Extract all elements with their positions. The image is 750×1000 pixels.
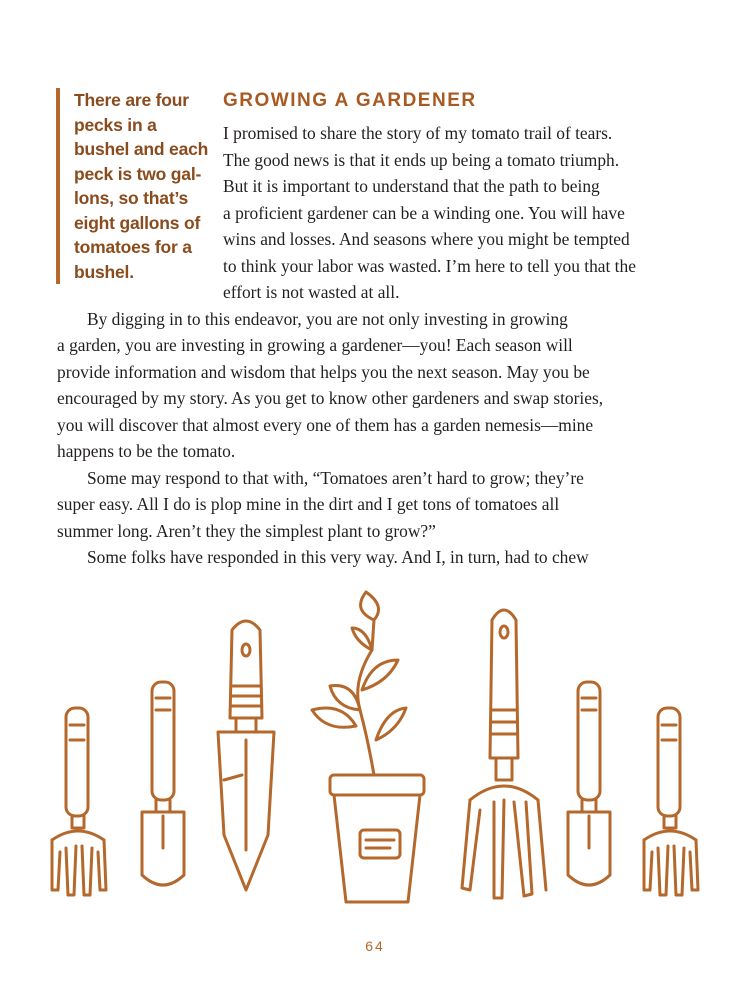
body-line: The good news is that it ends up being a tomato triumph. (223, 150, 620, 170)
seedling-pot-icon (312, 592, 424, 902)
body-line: you will discover that almost every one of them has a garden nemesis—mine (57, 415, 594, 435)
sidebar-line: There are four (74, 90, 189, 110)
hand-fork-icon (52, 708, 106, 895)
body-line: Some may respond to that with, “Tomatoes aren’t hard to grow; they’re (87, 468, 584, 488)
page-number: 64 (365, 938, 385, 954)
sidebar-note (56, 88, 224, 284)
sidebar-line: eight gallons of (74, 212, 201, 233)
pointed-trowel-icon (218, 621, 274, 890)
body-line: provide information and wisdom that helps you the next season. May you be (57, 362, 590, 382)
body-line: encouraged by my story. As you get to know other gardeners and swap stories, (57, 388, 604, 408)
sidebar-line: peck is two gal- (74, 163, 202, 184)
sidebar-line: bushel and each (74, 139, 209, 159)
body-line: By digging in to this endeavor, you are not only investing in growing (87, 309, 568, 329)
hand-trowel-icon (568, 682, 610, 885)
sidebar-line: tomatoes for a (74, 237, 192, 257)
body-line: I promised to share the story of my tomato trail of tears. (223, 123, 613, 143)
body-line: to think your labor was wasted. I’m here to tell you that the (223, 256, 636, 276)
body-line: effort is not wasted at all. (223, 282, 400, 302)
body-line: a proficient gardener can be a winding one. You will have (223, 203, 625, 223)
body-line: But it is important to understand that the path to being (223, 176, 600, 196)
long-fork-icon (462, 610, 546, 898)
body-line: wins and losses. And seasons where you might be tempted (223, 229, 630, 249)
sidebar-line: lons, so that’s (74, 188, 189, 208)
body-line: summer long. Aren’t they the simplest plant to grow?” (57, 521, 436, 541)
body-line: Some folks have responded in this very way. And I, in turn, had to chew (87, 547, 589, 567)
section-heading: GROWING A GARDENER (223, 90, 477, 111)
sidebar-line: pecks in a (74, 114, 157, 135)
body-line: a garden, you are investing in growing a gardener—you! Each season will (57, 335, 573, 355)
garden-tools-illustration (0, 590, 750, 920)
hand-trowel-icon (142, 682, 184, 885)
sidebar-line: bushel. (74, 261, 134, 282)
body-line: super easy. All I do is plop mine in the dirt and I get tons of tomatoes all (57, 494, 560, 514)
hand-fork-icon (644, 708, 698, 895)
body-line: happens to be the tomato. (57, 441, 236, 461)
